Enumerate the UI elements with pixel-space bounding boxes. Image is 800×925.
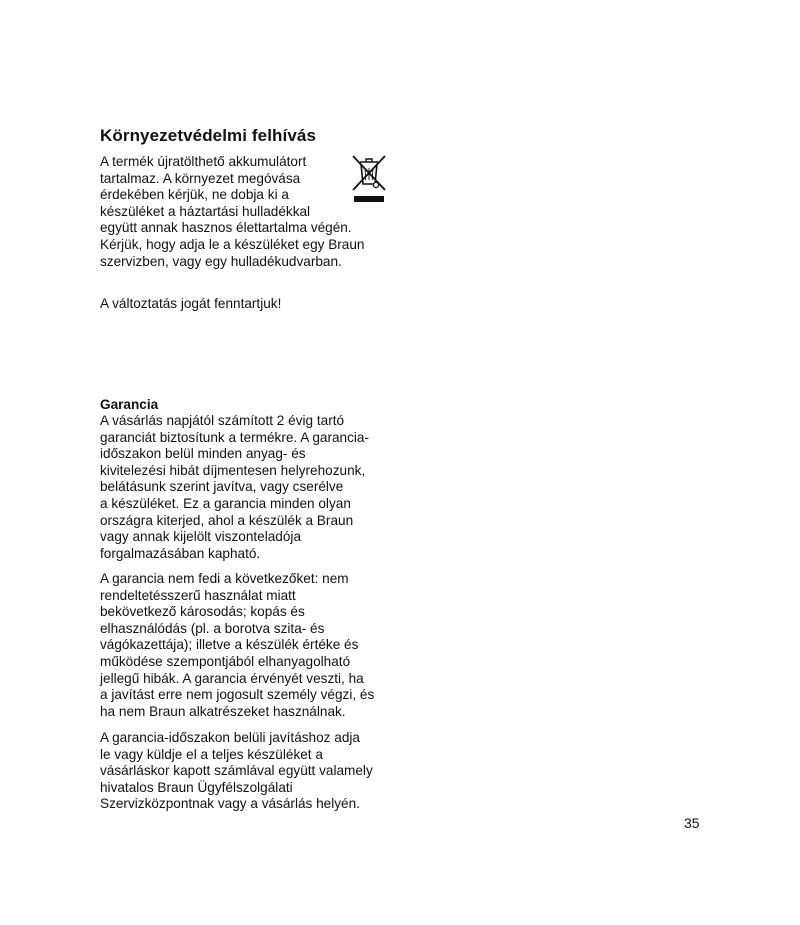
environment-text: A termék újratölthető akkumulátort tartalmaz. A környezet megóvása érdekében kérjük, ne dobja ki a készüléket a háztartási hulladékkal együtt annak hasznos élettartalma végén. Kérjük, hogy adja le a készüléket egy Braun szervizben, vagy egy hulladékudvarban. <box>100 154 365 269</box>
warranty-paragraph-1: A vásárlás napjától számított 2 évig tartó garanciát biztosítunk a termékre. A garancia- időszakon belül minden anyag- és kivitelezési hibát díjmentesen helyrehozunk, belátásunk szerint javítva, vagy cserélve a készüléket. Ez a garancia minden olyan országra kiterjed, ahol a készülék a Braun vagy annak kijelölt viszonteladója forgalmazásában kapható. <box>100 413 369 561</box>
warranty-heading: Garancia <box>100 397 159 412</box>
warranty-paragraph-3: A garancia-időszakon belüli javításhoz adja le vagy küldje el a teljes készüléket a vásárláskor kapott számlával együtt valamely hivatalos Braun Ügyfélszolgálati Szervizközpontnak vagy a vásárlás helyén. <box>100 730 373 812</box>
crossed-out-wheelie-bin-icon <box>350 154 388 206</box>
environment-heading: Környezetvédelmi felhívás <box>100 126 317 145</box>
page-number: 35 <box>684 815 700 831</box>
reservation-notice: A változtatás jogát fenntartjuk! <box>100 296 282 311</box>
warranty-paragraph-2: A garancia nem fedi a következőket: nem rendeltetésszerű használat miatt bekövetkező károsodás; kopás és elhasználódás (pl. a borotva szita- és vágókazettája); illetve a készülék értéke és működése szempontjából elhanyagolható jellegű hibák. A garancia érvényét veszti, ha a javítást erre nem jogosult személy végzi, és ha nem Braun alkatrészeket használnak. <box>100 571 375 719</box>
